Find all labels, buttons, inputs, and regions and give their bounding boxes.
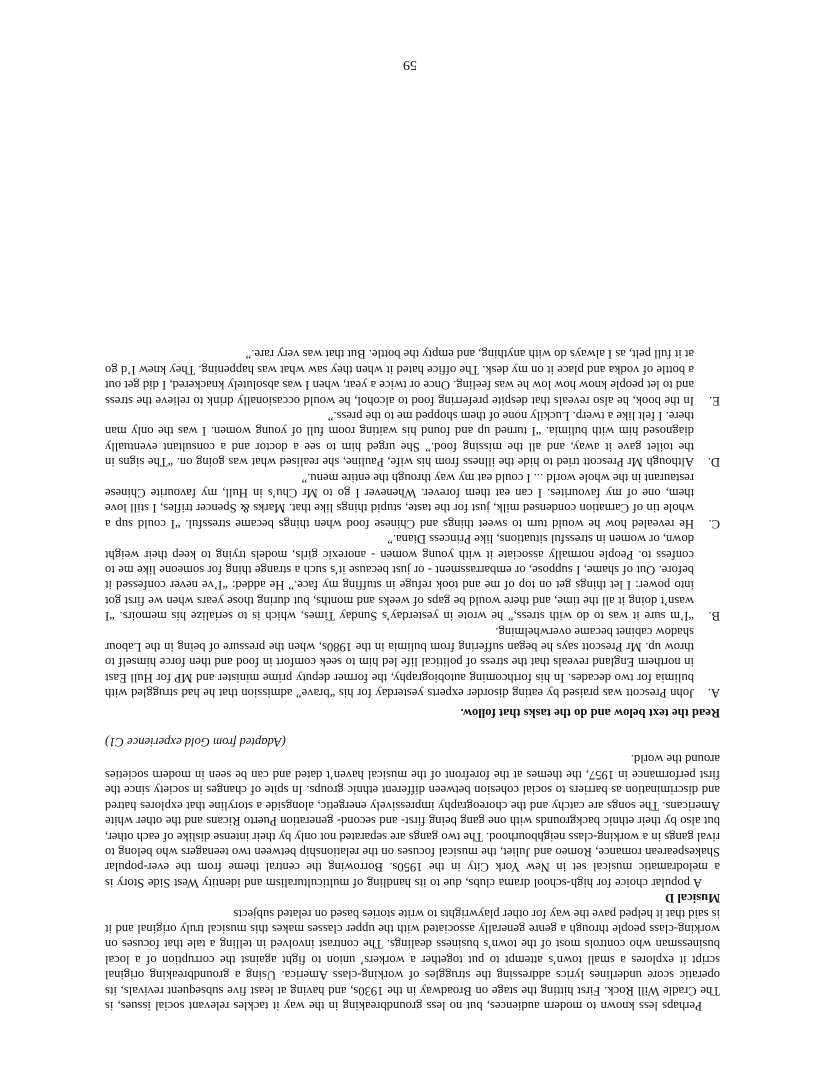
task-item-c [105, 469, 720, 531]
task-instruction: Read the text below and do the tasks that follow. [460, 705, 720, 720]
musical-d-heading: Musical D [665, 891, 720, 906]
item-letter: C. [708, 516, 720, 531]
task-item-d [105, 408, 720, 470]
item-text: John Prescott was praised by eating disorder experts yesterday for his “brave” admission that he had struggled with bulimia for two decades. In his forthcoming autobiography, the former deputy prime minister and MP for Hull East in northern England reveals that the stress of political life led him to seek comfort in food and then force himself to throw up. Mr Prescott says he began suffering from bulimia in the 1980s, when the pressure of being in the Labour shadow cabinet became overwhelming. [105, 624, 694, 701]
intro-paragraph: Perhaps less known to modern audiences, but no less groundbreaking in the way it tackles relevant social issues, is The Cradle Will Rock. First hitting the stage on Broadway in the 1930s, and having at least five subsequent revivals, its operatic score underlines lyrics addressing the struggles of working-class America. Using a groundbreaking original script it explores a small town’s attempt to put together a workers’ union to fight against the corruption of a local businessman who controls most of the town’s business dealings. The contrast involved in telling a tale that focuses on working-class people through a genre generally associated with the upper classes makes this musical truly original and it is said that it helped pave the way for other playwrights to write stories based on related subjects [105, 906, 720, 1013]
task-item-b [105, 531, 720, 623]
item-text: He revealed how he would turn to sweet things and Chinese food when things became stressful. “I could sup a whole tin of Carnation condensed milk, just for the taste, stupid things like that. Marks & Spencer trifles, I still love them, one of my favourites. I can eat them forever. Whenever I go to Mr Chu’s in Hull, my favourite Chinese restaurant in the whole world ... I could eat my way through the entire menu.” [105, 470, 694, 531]
page-number: 59 [403, 57, 417, 72]
item-letter: A. [707, 686, 720, 701]
musical-d-paragraph: A popular choice for high-school drama clubs, due to its handling of multiculturalism and identity West Side Story is a melodramatic musical set in New York City in the 1950s. Borrowing the central theme from the ever-popular Shakespearean romance, Romeo and Juliet, the musical focuses on the relationship between two teenagers who belong to rival gangs in a working-class neighbourhood. The two gangs are separated not only by their intense dislike of each other, but also by their ethnic backgrounds with one gang being first- and second- generation Puerto Ricans and the other white Americans. The songs are catchy and the choreography impressively energetic, alongside a storyline that explores hatred and discrimination as barriers to social cohesion between different ethnic groups. In spite of changes in society since the first performance in 1957, the themes at the forefront of the musical haven’t dated and can be seen in modern societies around the world. [105, 752, 720, 890]
page-content [105, 346, 720, 1013]
item-text: Although Mr Prescott tried to hide the illness from his wife, Pauline, she realised what was going on. “The signs in the toilet gave it away, and all the missing food.” She urged him to see a doctor and a consultant eventually diagnosed him with bulimia. “I turned up and found his waiting room full of young women. I was the only man there. I felt like a twerp. Luckily none of them shopped me to the press.” [105, 408, 694, 470]
item-letter: B. [708, 609, 720, 624]
task-item-a [105, 623, 720, 700]
item-text: “I’m sure it was to do with stress,” he wrote in yesterday’s Sunday Times, which is to serialize his memoirs. “I wasn’t doing it all the time, and there would be gaps of weeks and months, but during those years when we first got into power: I let things get on top of me and took refuge in stuffing my face.” He added: “I’ve never confessed it before. Out of shame, I suppose, or embarrassment - or just because it’s such a strange thing for someone like me to confess to. People normally associate it with young women - anorexic girls, models trying to keep their weight down, or women in stressful situations, like Princess Diana.” [105, 532, 694, 624]
item-letter: E. [709, 393, 720, 408]
item-letter: D. [707, 455, 720, 470]
item-text: In the book, he also reveals that despite preferring food to alcohol, he would occasionally drink to relieve the stress and to let people know how low he was feeling. Once or twice a year, when I was absolutely knackered, I did get out a bottle of vodka and place it on my desk. The office hated it when they saw what was happening. They knew I’d go at it full pelt, as I always do with anything, and empty the bottle. But that was very rare.” [105, 347, 694, 408]
source-citation: (Adapted from Gold experience C1) [105, 735, 286, 750]
task-item-e [105, 346, 720, 408]
